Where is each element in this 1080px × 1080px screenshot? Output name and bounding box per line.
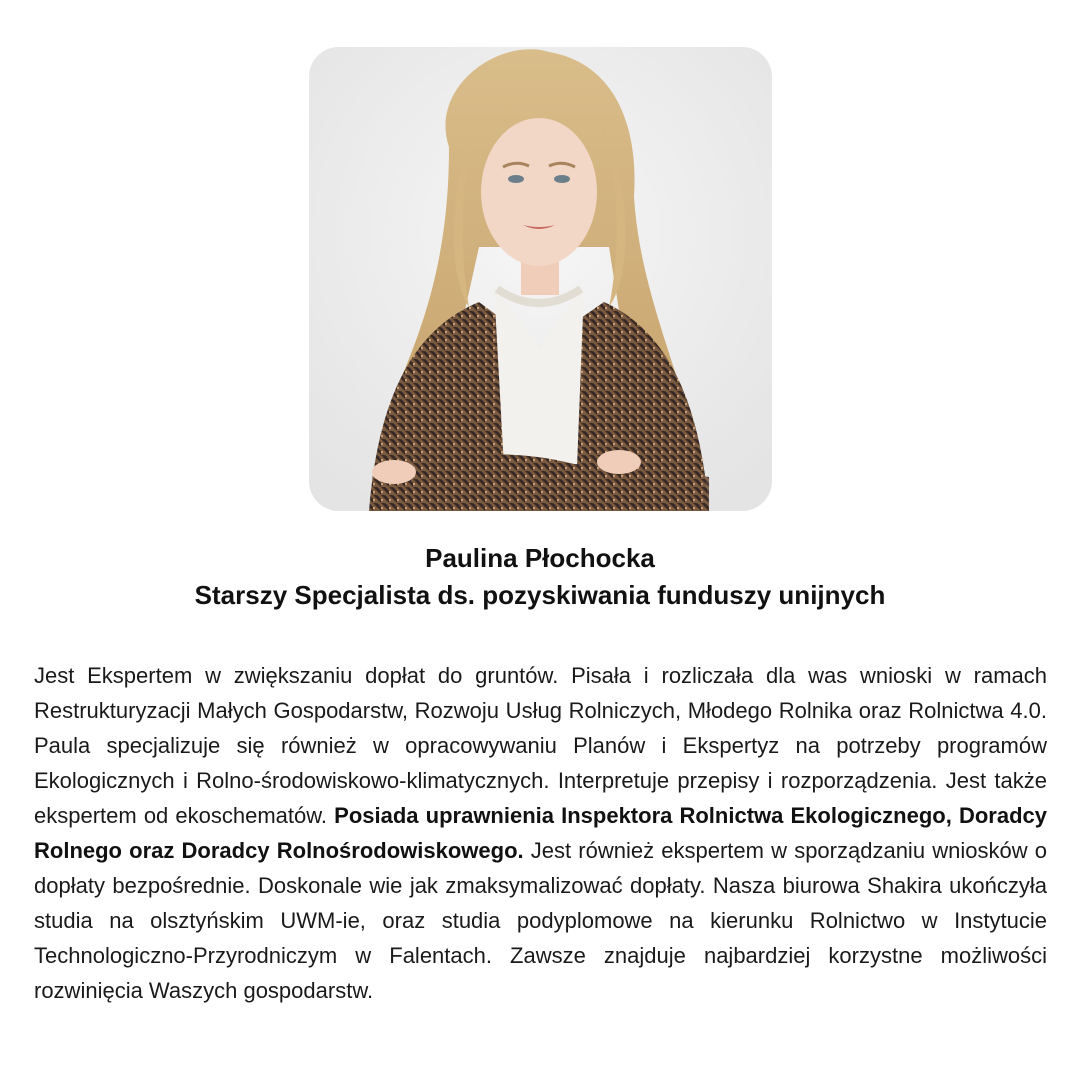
bio-qualifications: Posiada uprawnienia Inspektora Rolnictwa Ekologicznego, Doradcy Rolnego oraz Doradcy Rolnośrodowiskowego. [34, 803, 1047, 863]
profile-heading [0, 540, 1080, 614]
person-role: Starszy Specjalista ds. pozyskiwania funduszy unijnych [194, 580, 886, 610]
portrait-illustration [309, 47, 772, 511]
bio-text-start: Jest Ekspertem w zwiększaniu dopłat do gruntów. Pisała i rozliczała dla was wnioski w ramach Restrukturyzacji Małych Gospodarstw, Rozwoju Usług Rolniczych, Młodego Rolnika oraz Rolnictwa 4.0. Paula specjalizuje się również w opracowywaniu Planów i Ekspertyz na potrzeby programów Ekologicznych i Rolno-środowiskowo-klimatycznych. Interpretuje przepisy i rozporządzenia. Jest także ekspertem od ekoschematów. [34, 663, 1047, 828]
bio-paragraph [34, 658, 1047, 1008]
person-name: Paulina Płochocka [425, 543, 655, 573]
bio-text-end: Jest również ekspertem w sporządzaniu wniosków o dopłaty bezpośrednie. Doskonale wie jak zmaksymalizować dopłaty. Nasza biurowa Shakira ukończyła studia na olsztyńskim UWM-ie, oraz studia podyplomowe na kierunku Rolnictwo w Instytucie Technologiczno-Przyrodniczym w Falentach. Zawsze znajduje najbardziej korzystne możliwości rozwinięcia Waszych gospodarstw. [34, 838, 1047, 1003]
profile-photo [309, 47, 772, 511]
